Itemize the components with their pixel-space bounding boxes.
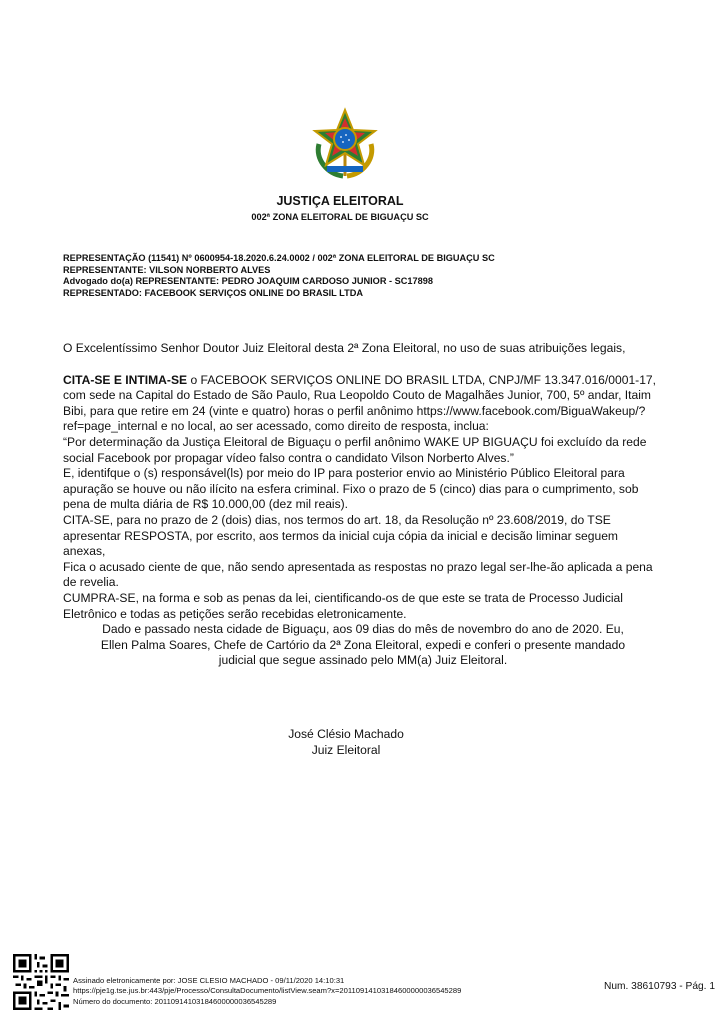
lawyer-line: Advogado do(a) REPRESENTANTE: PEDRO JOAQUIM CARDOSO JUNIOR - SC17898 [63,276,433,287]
zone-subtitle: 002ª ZONA ELEITORAL DE BIGUAÇU SC [251,212,429,222]
page-number: Num. 38610793 - Pág. 1 [603,981,715,992]
citation-paragraph [63,373,663,435]
quote-paragraph: “Por determinação da Justiça Eleitoral de Biguaçu o perfil anônimo WAKE UP BIGUAÇU foi excluído da rede social Facebook por propagar vídeo falso contra o candidato Vilson Norberto Alves.” [63,434,647,465]
given-line-3: judicial que segue assinado pelo MM(a) Juiz Eleitoral. [218,653,508,668]
citation-lead: CITA-SE E INTIMA-SE [63,372,188,387]
cite-response-paragraph: CITA-SE, para no prazo de 2 (dois) dias, nos termos do art. 18, da Resolução nº 23.608/2019, do TSE apresentar RESPOSTA, por escrito, aos termos da inicial cuja cópia da inicial e decisão liminar seguem anexas, [63,512,619,559]
given-line-2: Ellen Palma Soares, Chefe de Cartório da 2ª Zona Eleitoral, expedi e conferi o presente mandado [100,637,626,652]
case-number-line: REPRESENTAÇÃO (11541) Nº 0600954-18.2020.6.24.0002 / 002ª ZONA ELEITORAL DE BIGUAÇU SC [63,253,495,263]
cumpra-paragraph: CUMPRA-SE, na forma e sob as penas da lei, cientificando-os de que este se trata de Processo Judicial Eletrônico e todas as petições serão recebidas eletronicamente. [63,590,623,621]
document-number-line: Número do documento: 20110914103184600000036545289 [73,996,277,1006]
representante-line: REPRESENTANTE: VILSON NORBERTO ALVES [63,264,271,275]
court-title: JUSTIÇA ELEITORAL [276,194,404,208]
representado-line: REPRESENTADO: FACEBOOK SERVIÇOS ONLINE DO BRASIL LTDA [63,287,363,298]
revelia-paragraph: Fica o acusado ciente de que, não sendo apresentada as respostas no prazo legal ser-lhe-ão aplicada a pena de revelia. [63,559,653,590]
case-metadata [63,253,495,299]
coat-of-arms-icon [305,104,385,184]
intro-paragraph: O Excelentíssimo Senhor Doutor Juiz Eleitoral desta 2ª Zona Eleitoral, no uso de suas atribuições legais, [63,341,626,355]
citation-text: o FACEBOOK SERVIÇOS ONLINE DO BRASIL LTDA, CNPJ/MF 13.347.016/0001-17, com sede na Capital do Estado de São Paulo, Rua Leopoldo Couto de Magalhães Junior, 700, 5º andar, Itaim Bibi, para que retire em 24 (vinte e quatro) horas o perfil anônimo https://www.facebook.com/BiguaWakeup/?ref=page_internal e no local, ao ser acessado, como direito de resposta, inclua: [63,372,657,434]
qr-code-icon [13,954,69,1010]
verification-url: https://pje1g.tse.jus.br:443/pje/Processo/ConsultaDocumento/listView.seam?x=20110914103184600000036545289 [73,986,462,996]
document-body [63,341,663,669]
given-line-1: Dado e passado nesta cidade de Biguaçu, aos 09 dias do mês de novembro do ano de 2020. Eu, [102,622,624,637]
signer-name: José Clésio Machado [288,727,404,741]
signature-footer [73,976,461,1007]
signed-by-line: Assinado eletronicamente por: JOSE CLESIO MACHADO - 09/11/2020 14:10:31 [73,976,345,985]
identify-paragraph: E, identifque o (s) responsável(ls) por meio do IP para posterior envio ao Ministério Público Eleitoral para apuração se houve ou não ilícito na esfera criminal. Fixo o prazo de 5 (cinco) dias para o cumprimento, sob pena de multa diária de R$ 10.000,00 (dez mil reais). [63,466,639,512]
signer-role: Juiz Eleitoral [311,742,381,757]
signature-block [0,727,692,758]
